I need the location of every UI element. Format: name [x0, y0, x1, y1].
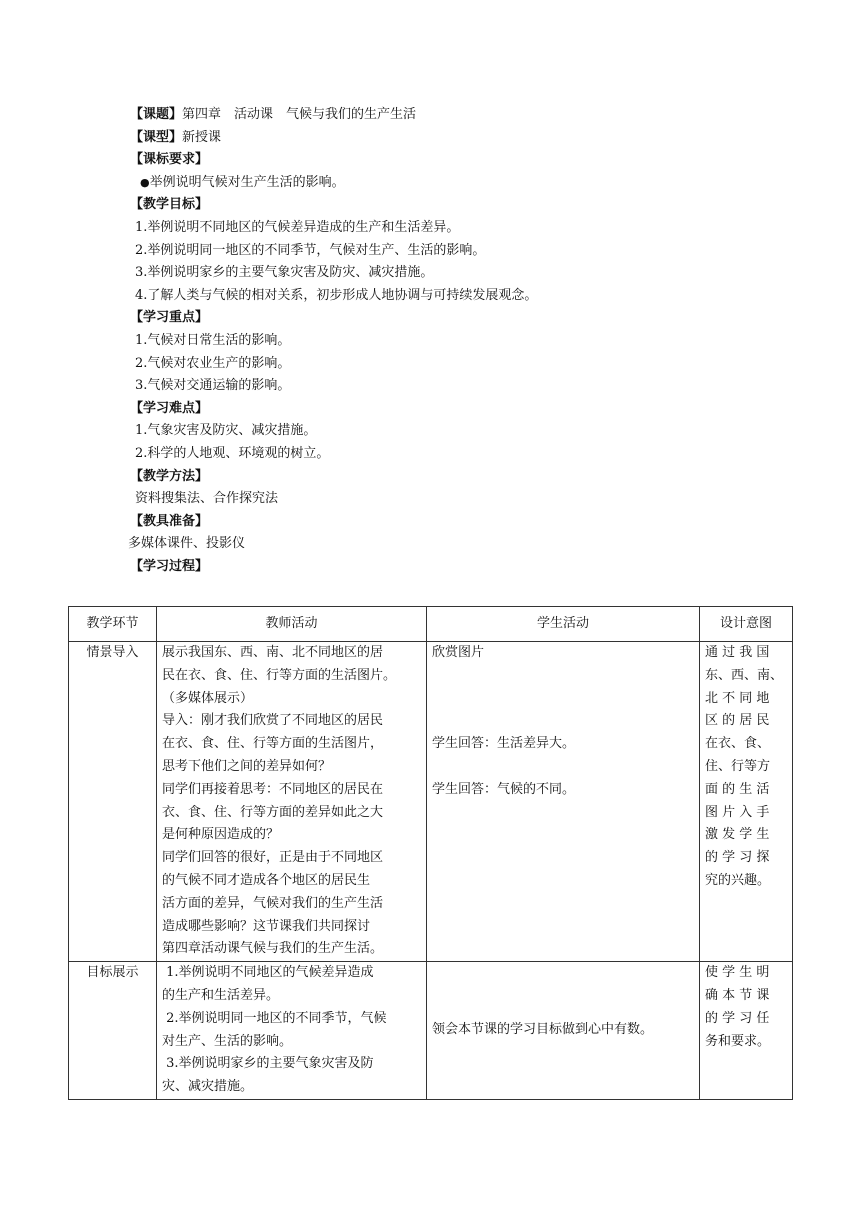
column-header: 学生活动: [427, 607, 700, 642]
text-line: 第四章活动课气候与我们的生产生活。: [162, 941, 384, 957]
teacher-activity-cell: [157, 962, 427, 1100]
column-header: 教学环节: [69, 607, 157, 642]
student-activity-cell: 领会本节课的学习目标做到心中有数。: [427, 962, 700, 1100]
text-line: 务和要求。: [705, 1033, 771, 1049]
goal-item: 3.举例说明家乡的主要气象灾害及防灾、减灾措施。: [135, 265, 434, 281]
text-line: 是何种原因造成的？: [162, 827, 280, 843]
goal-item: 4.了解人类与气候的相对关系，初步形成人地协调与可持续发展观念。: [135, 287, 538, 303]
text-line: （多媒体展示）: [162, 690, 254, 706]
lesson-header: [130, 104, 790, 578]
text-line: 图 片 入 手: [705, 804, 770, 820]
text-line: 同学们回答的很好，正是由于不同地区: [162, 850, 384, 866]
goal-item: 2.举例说明同一地区的不同季节，气候对生产、生活的影响。: [135, 242, 486, 258]
text-line: 同学们再接着思考：不同地区的居民在: [162, 781, 384, 797]
difficult-point-item: 1.气象灾害及防灾、减灾措施。: [135, 423, 317, 439]
method-value: 资料搜集法、合作探究法: [135, 491, 279, 507]
table-row: [69, 962, 793, 1100]
process-label: 【学习过程】: [130, 558, 209, 574]
text-line: 1.举例说明不同地区的气候差异造成: [162, 965, 374, 981]
text-line: 的 学 习 探: [705, 850, 770, 866]
standard-line: [130, 172, 790, 195]
text-line: 的气候不同才造成各个地区的居民生: [162, 872, 371, 888]
text-line: 灾、减灾措施。: [162, 1079, 254, 1095]
lesson-process-table: [68, 606, 793, 1100]
text-line: 思考下他们之间的差异如何？: [162, 758, 332, 774]
text-line: 区 的 居 民: [705, 713, 770, 729]
topic-value: 第四章 活动课 气候与我们的生产生活: [182, 107, 417, 122]
difficult-point-item: 2.科学的人地观、环境观的树立。: [135, 445, 330, 461]
table-row: [69, 642, 793, 962]
student-activity-cell: [427, 642, 700, 962]
text-line: 2.举例说明同一地区的不同季节，气候: [162, 1010, 387, 1026]
design-intent-cell: [700, 642, 793, 962]
type-line: [130, 127, 790, 150]
method-label: 【教学方法】: [130, 468, 209, 484]
type-label: 【课型】: [130, 129, 183, 145]
text-line: 在衣、食、: [705, 736, 771, 752]
stage-cell: 目标展示: [69, 962, 157, 1100]
text-line: 确 本 节 课: [705, 987, 770, 1003]
key-point-item: 3.气候对交通运输的影响。: [135, 378, 291, 394]
text-line: 造成哪些影响？这节课我们共同探讨: [162, 918, 371, 934]
goal-item: 1.举例说明不同地区的气候差异造成的生产和生活差异。: [135, 219, 460, 235]
tools-label: 【教具准备】: [130, 513, 209, 529]
difficult-points-label: 【学习难点】: [130, 400, 209, 416]
topic-label: 【课题】: [130, 107, 183, 122]
column-header: 设计意图: [700, 607, 793, 642]
text-line: 北 不 同 地: [705, 690, 770, 706]
key-point-item: 1.气候对日常生活的影响。: [135, 332, 291, 348]
text-line: 民在衣、食、住、行等方面的生活图片。: [162, 667, 397, 683]
text-line: 激 发 学 生: [705, 827, 770, 843]
topic-line: [130, 104, 790, 127]
text-line: 住、行等方: [705, 758, 771, 774]
key-point-item: 2.气候对农业生产的影响。: [135, 355, 291, 371]
table-header-row: [69, 607, 793, 642]
bullet-icon: ●: [140, 175, 150, 189]
tools-value: 多媒体课件、投影仪: [128, 536, 246, 552]
text-line: 学生回答：气候的不同。: [432, 781, 576, 797]
type-value: 新授课: [182, 129, 222, 145]
text-line: 展示我国东、西、南、北不同地区的居: [162, 645, 384, 660]
text-line: 使 学 生 明: [705, 965, 770, 981]
text-line: 欣赏图片: [432, 645, 485, 660]
text-line: 对生产、生活的影响。: [162, 1033, 293, 1049]
design-intent-cell: [700, 962, 793, 1100]
text-line: 衣、食、住、行等方面的差异如此之大: [162, 804, 384, 820]
text-line: 学生回答：生活差异大。: [432, 736, 576, 752]
goals-label: 【教学目标】: [130, 197, 209, 213]
text-line: 活方面的差异，气候对我们的生产生活: [162, 895, 384, 911]
teacher-activity-cell: [157, 642, 427, 962]
standard-label: 【课标要求】: [130, 152, 209, 168]
text-line: 究的兴趣。: [705, 872, 771, 888]
text-line: 通 过 我 国: [705, 645, 770, 660]
text-line: 的生产和生活差异。: [162, 987, 280, 1003]
text-line: 3.举例说明家乡的主要气象灾害及防: [162, 1056, 374, 1072]
text-line: 的 学 习 任: [705, 1010, 770, 1026]
text-line: 东、西、南、: [705, 667, 784, 683]
column-header: 教师活动: [157, 607, 427, 642]
text-line: 导入：刚才我们欣赏了不同地区的居民: [162, 713, 384, 729]
stage-cell: 情景导入: [69, 642, 157, 962]
standard-value: 举例说明气候对生产生活的影响。: [149, 174, 345, 190]
text-line: 面 的 生 活: [705, 781, 770, 797]
key-points-label: 【学习重点】: [130, 310, 209, 326]
text-line: 在衣、食、住、行等方面的生活图片，: [162, 736, 384, 752]
